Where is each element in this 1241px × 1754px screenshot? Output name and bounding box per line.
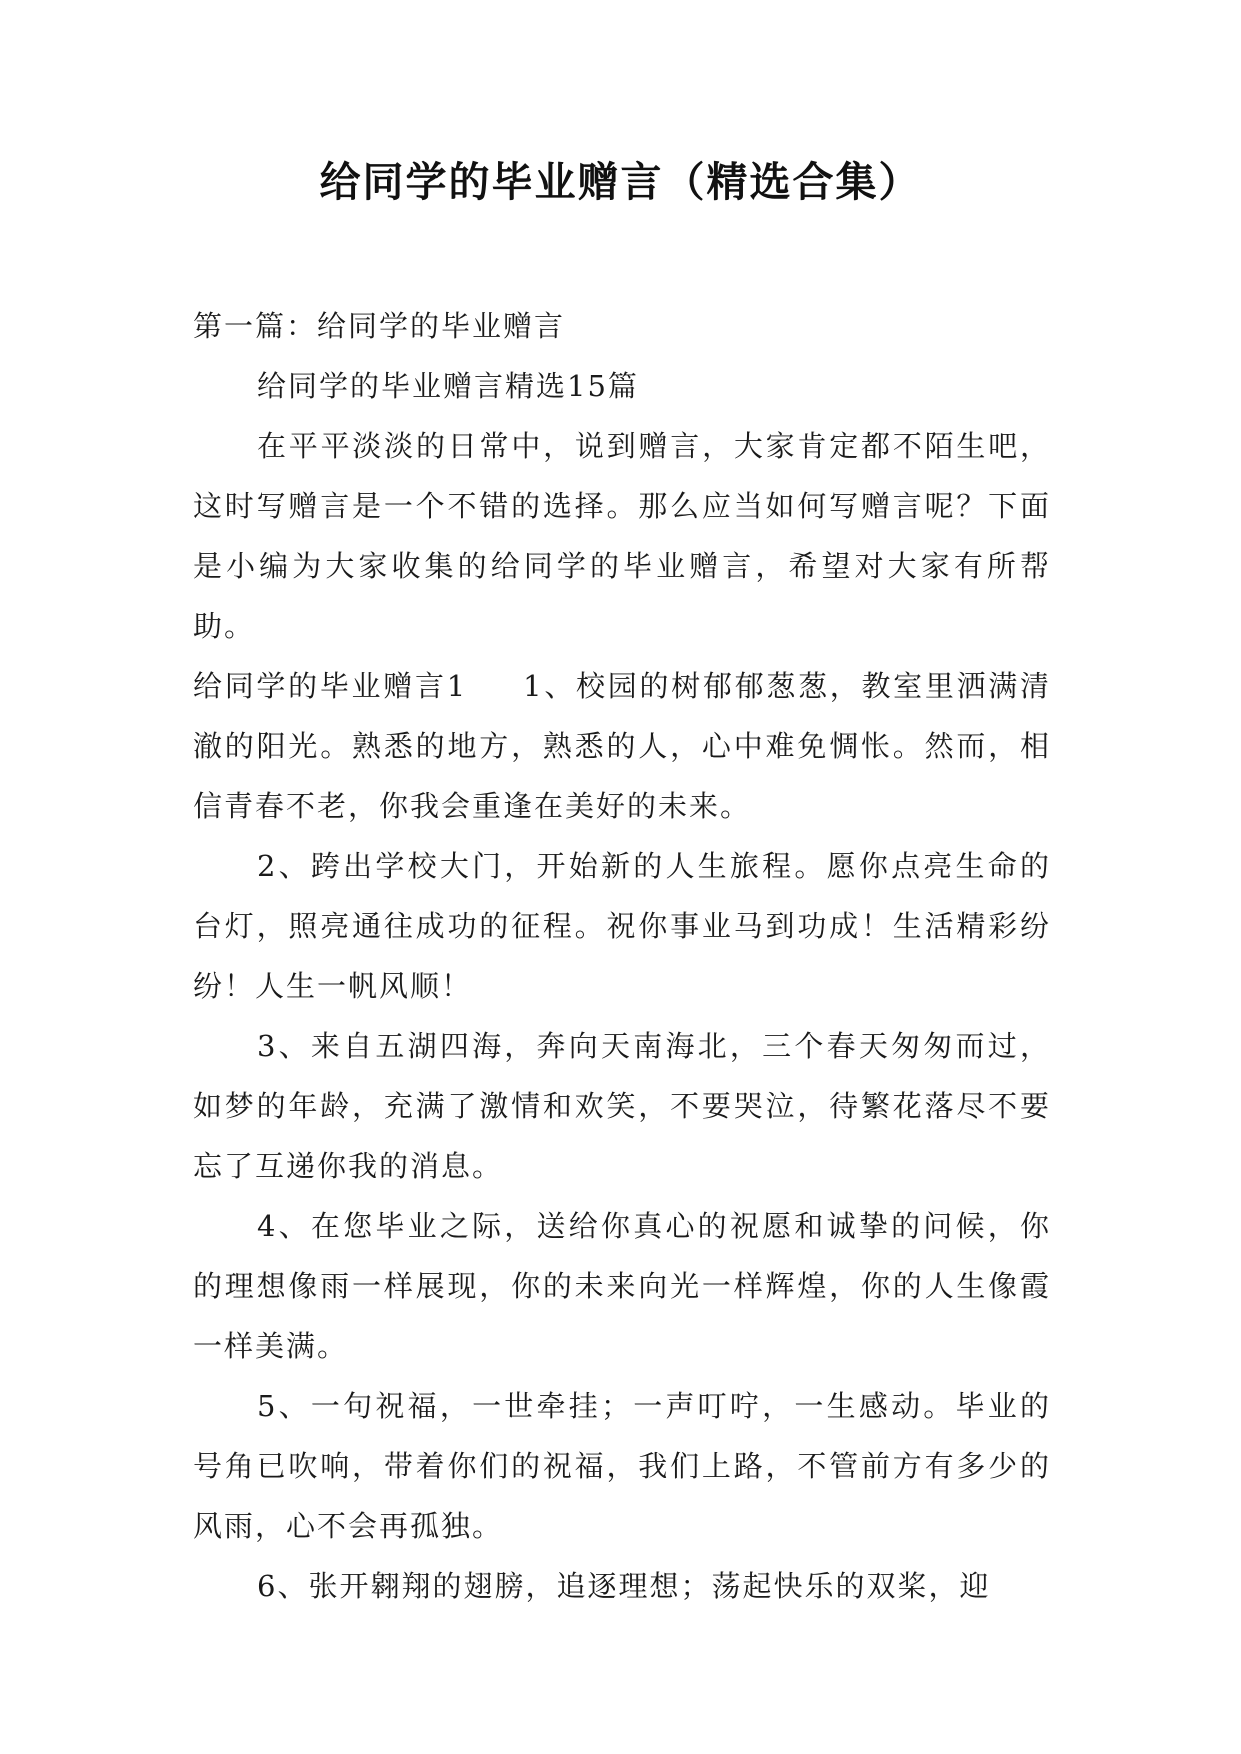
group-label: 给同学的毕业赠言1 bbox=[193, 669, 468, 703]
list-item-2: 2、跨出学校大门，开始新的人生旅程。愿你点亮生命的台灯，照亮通往成功的征程。祝你事业马到功成！生活精彩纷纷！人生一帆风顺！ bbox=[193, 849, 1051, 1003]
list-item-6: 6、张开翱翔的翅膀，追逐理想；荡起快乐的双桨，迎 bbox=[257, 1569, 991, 1603]
group-paragraph bbox=[193, 656, 1051, 836]
list-item-3: 3、来自五湖四海，奔向天南海北，三个春天匆匆而过，如梦的年龄，充满了激情和欢笑，不要哭泣，待繁花落尽不要忘了互递你我的消息。 bbox=[193, 1029, 1051, 1183]
list-item-5: 5、一句祝福，一世牵挂；一声叮咛，一生感动。毕业的号角已吹响，带着你们的祝福，我们上路，不管前方有多少的风雨，心不会再孤独。 bbox=[193, 1389, 1051, 1543]
list-item-4: 4、在您毕业之际，送给你真心的祝愿和诚挚的问候，你的理想像雨一样展现，你的未来向光一样辉煌，你的人生像霞一样美满。 bbox=[193, 1209, 1051, 1363]
section-heading: 第一篇：给同学的毕业赠言 bbox=[193, 309, 566, 343]
document-title: 给同学的毕业赠言（精选合集） bbox=[319, 158, 922, 206]
document-subtitle: 给同学的毕业赠言精选15篇 bbox=[257, 369, 639, 403]
intro-paragraph: 在平平淡淡的日常中，说到赠言，大家肯定都不陌生吧，这时写赠言是一个不错的选择。那么应当如何写赠言呢？下面是小编为大家收集的给同学的毕业赠言，希望对大家有所帮助。 bbox=[193, 429, 1051, 643]
list-item-1: 1、校园的树郁郁葱葱，教室里洒满清澈的阳光。熟悉的地方，熟悉的人，心中难免惆怅。然而，相信青春不老，你我会重逢在美好的未来。 bbox=[193, 669, 1052, 823]
document-body bbox=[193, 296, 1051, 1616]
